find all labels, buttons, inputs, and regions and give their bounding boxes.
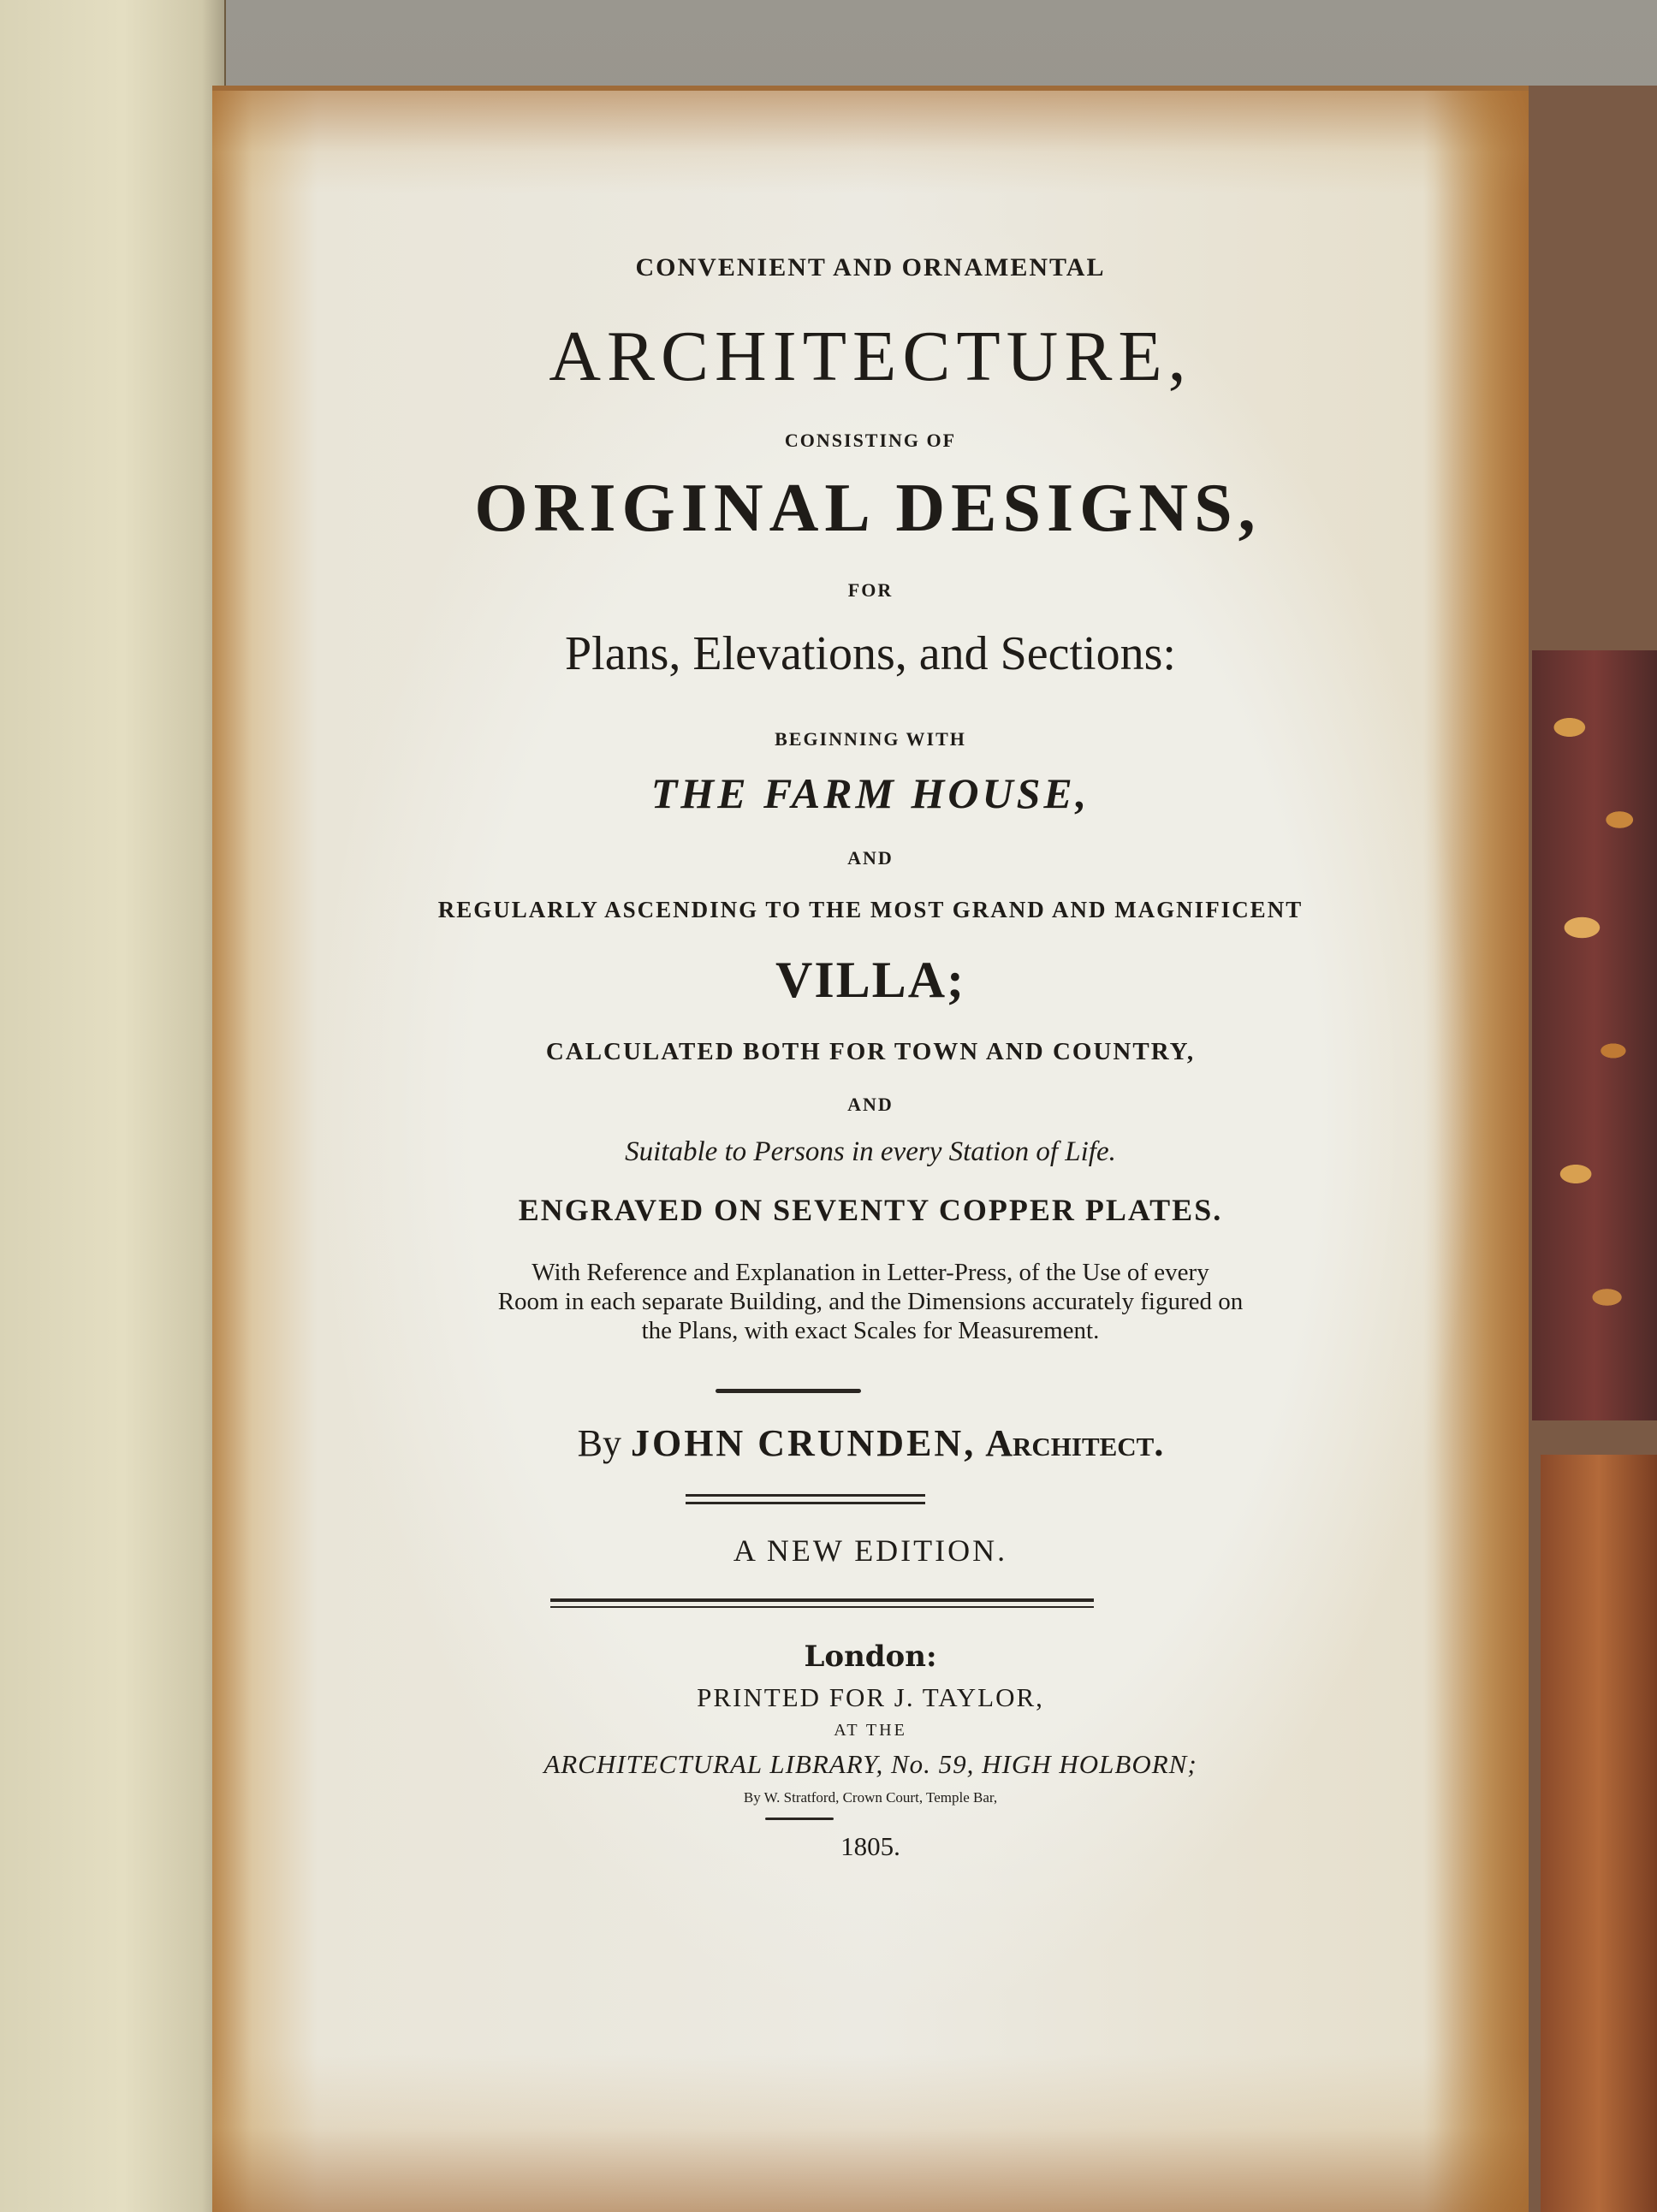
rule-4 (765, 1818, 834, 1820)
new-edition: A NEW EDITION. (733, 1533, 1008, 1568)
original-designs: ORIGINAL DESIGNS, (474, 471, 1262, 546)
place-london: London: (804, 1640, 937, 1674)
the-farm-house: THE FARM HOUSE, (650, 769, 1090, 817)
for-label: FOR (847, 579, 894, 601)
author-line (212, 1421, 1529, 1465)
main-title-architecture: ARCHITECTURE, (549, 317, 1192, 396)
and-label-2: AND (847, 1094, 894, 1115)
consisting-of: CONSISTING OF (784, 430, 957, 451)
and-label-1: AND (847, 847, 894, 869)
rule-3 (550, 1598, 1094, 1608)
engraved-on-plates: ENGRAVED ON SEVENTY COPPER PLATES. (518, 1193, 1223, 1227)
regularly-ascending: REGULARLY ASCENDING TO THE MOST GRAND AND MAGNIFICENT (437, 897, 1304, 922)
reference-line-2: Room in each separate Building, and the Dimensions accurately figured on (497, 1288, 1244, 1315)
title-page (212, 86, 1529, 2212)
printer-note: By W. Stratford, Crown Court, Temple Bar, (743, 1789, 998, 1806)
marbled-endpaper (1532, 650, 1657, 1420)
reference-line-3: the Plans, with exact Scales for Measurement. (641, 1317, 1100, 1344)
author-title: Architect. (985, 1422, 1164, 1464)
author-name: JOHN CRUNDEN, (630, 1422, 977, 1464)
printed-for: PRINTED FOR J. TAYLOR, (697, 1682, 1044, 1712)
leather-spine (1541, 1455, 1657, 2212)
foxing-stain-bottom (212, 2055, 1529, 2212)
rule-2 (686, 1494, 925, 1504)
rule-1 (716, 1389, 861, 1393)
year: 1805. (840, 1831, 900, 1861)
left-blank-page (0, 0, 226, 2212)
at-the: AT THE (834, 1721, 907, 1740)
calculated-both: CALCULATED BOTH FOR TOWN AND COUNTRY, (545, 1038, 1196, 1065)
author-by: By (577, 1422, 621, 1464)
villa: VILLA; (775, 952, 966, 1008)
reference-line-1: With Reference and Explanation in Letter-Press, of the Use of every (532, 1259, 1209, 1286)
suitable-to-persons: Suitable to Persons in every Station of Life. (625, 1136, 1116, 1167)
subtitle-convenient: CONVENIENT AND ORNAMENTAL (635, 253, 1106, 282)
beginning-with: BEGINNING WITH (775, 728, 966, 750)
foxing-stain-top (212, 91, 1529, 193)
plans-elevations-sections: Plans, Elevations, and Sections: (565, 627, 1176, 680)
architectural-library: ARCHITECTURAL LIBRARY, No. 59, HIGH HOLBORN; (543, 1749, 1197, 1779)
